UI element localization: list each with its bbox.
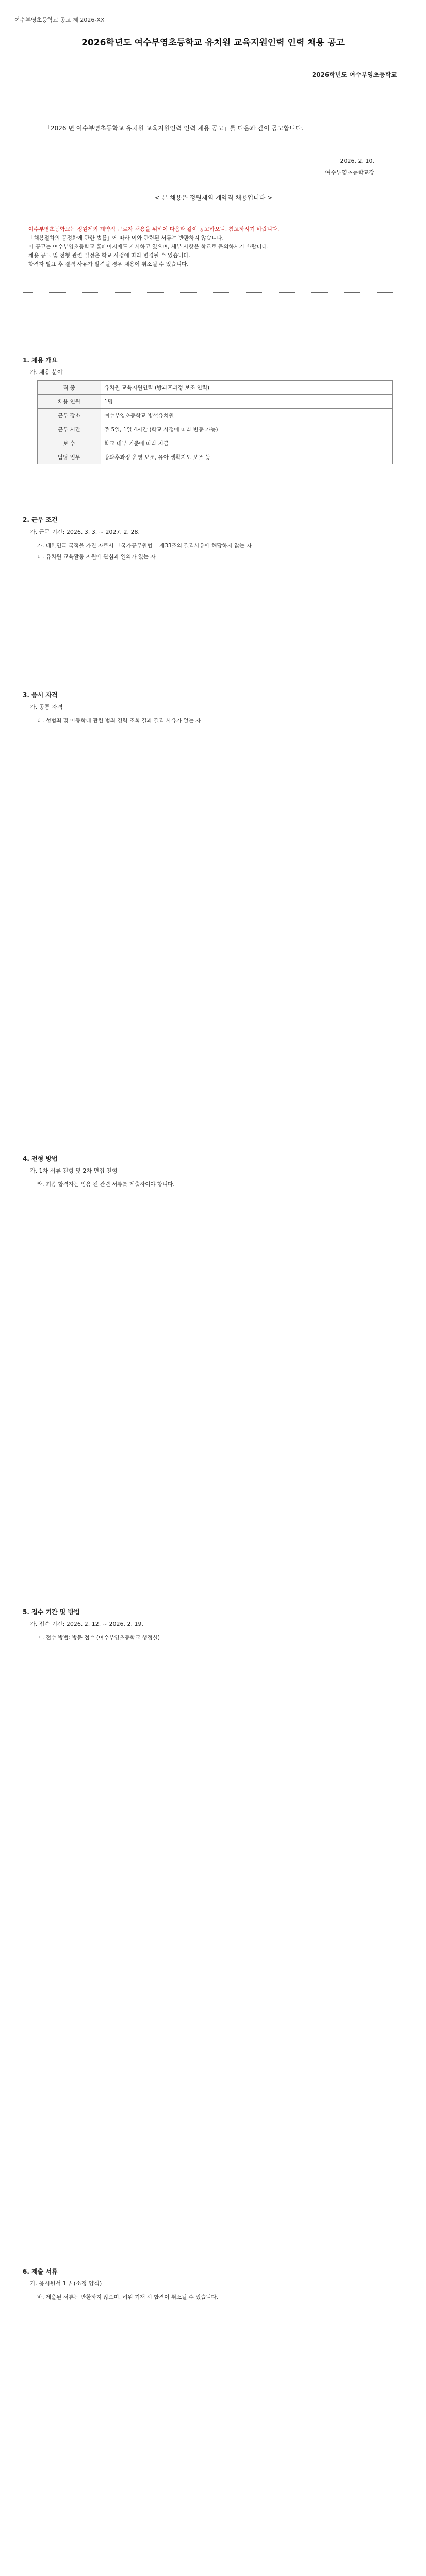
notice-line: 여수부영초등학교는 정원제외 계약직 근로자 채용을 위하여 다음과 같이 공고하오니, 참고하시기 바랍니다. (28, 226, 280, 232)
body-paragraph: 가. 대한민국 국적을 가진 자로서 「국가공무원법」 제33조의 결격사유에 해당하지 않는 자 (37, 543, 252, 549)
notice-line: 「채용절차의 공정화에 관한 법률」에 따라 이와 관련된 서류는 반환하지 않습니다. (28, 235, 224, 241)
section-heading: 5. 접수 기간 및 방법 (23, 1608, 80, 1616)
document-title: 2026학년도 여수부영초등학교 유치원 교육지원인력 인력 채용 공고 (81, 38, 345, 48)
notice-line: 채용 공고 및 전형 관련 일정은 학교 사정에 따라 변경될 수 있습니다. (28, 252, 190, 259)
section-subheading: 가. 1차 서류 전형 및 2차 면접 전형 (30, 1167, 118, 1174)
section-heading: 1. 채용 개요 (23, 357, 58, 364)
recruit-table (37, 380, 393, 464)
document-issuer: 2026학년도 여수부영초등학교 (312, 71, 397, 78)
table-row (38, 450, 393, 464)
table-row (38, 381, 393, 395)
section-subheading: 가. 응시원서 1부 (소정 양식) (30, 2280, 102, 2287)
notice-box (23, 221, 403, 293)
section-heading: 2. 근무 조건 (23, 516, 58, 523)
section-subheading: 가. 공통 자격 (30, 704, 63, 710)
table-key: 근무 장소 (38, 409, 101, 422)
table-row (38, 422, 393, 436)
notice-line: 합격자 발표 후 결격 사유가 발견될 경우 채용이 취소될 수 있습니다. (28, 261, 189, 267)
notice-line: 이 공고는 여수부영초등학교 홈페이지에도 게시하고 있으며, 세부 사항은 학교로 문의하시기 바랍니다. (28, 244, 269, 250)
table-key: 직 종 (38, 381, 101, 395)
body-paragraph: 나. 유치원 교육활동 지원에 관심과 열의가 있는 자 (37, 554, 156, 560)
table-value: 방과후과정 운영 보조, 유아 생활지도 보조 등 (101, 450, 393, 464)
table-row (38, 436, 393, 450)
intro-text: 「2026 년 여수부영초등학교 유치원 교육지원인력 인력 채용 공고」를 다음과 같이 공고합니다. (44, 125, 304, 132)
table-value: 1명 (101, 395, 393, 409)
intro-date: 2026. 2. 10. (340, 158, 374, 164)
section-subheading: 가. 근무 기간: 2026. 3. 3. ~ 2027. 2. 28. (30, 529, 140, 535)
table-value: 주 5일, 1일 4시간 (학교 사정에 따라 변동 가능) (101, 422, 393, 436)
section-heading: 3. 응시 자격 (23, 691, 58, 699)
body-paragraph: 마. 접수 방법: 방문 접수 (여수부영초등학교 행정실) (37, 1635, 160, 1641)
table-value: 유치원 교육지원인력 (방과후과정 보조 인력) (101, 381, 393, 395)
notice-banner: < 본 채용은 정원제외 계약직 채용입니다 > (62, 191, 365, 205)
table-key: 채용 인원 (38, 395, 101, 409)
section-subheading: 가. 접수 기간: 2026. 2. 12. ~ 2026. 2. 19. (30, 1621, 143, 1628)
body-paragraph: 다. 성범죄 및 아동학대 관련 범죄 경력 조회 결과 결격 사유가 없는 자 (37, 718, 201, 724)
table-value: 여수부영초등학교 병설유치원 (101, 409, 393, 422)
table-value: 학교 내부 기준에 따라 지급 (101, 436, 393, 450)
table-row (38, 395, 393, 409)
section-heading: 4. 전형 방법 (23, 1155, 58, 1162)
section-subheading: 가. 채용 분야 (30, 369, 63, 376)
section-heading: 6. 제출 서류 (23, 2268, 58, 2275)
reference-number: 여수부영초등학교 공고 제 2026-XX (14, 16, 105, 23)
body-paragraph: 바. 제출된 서류는 반환하지 않으며, 허위 기재 시 합격이 취소될 수 있습니다. (37, 2294, 219, 2300)
table-row (38, 409, 393, 422)
body-paragraph: 라. 최종 합격자는 임용 전 관련 서류를 제출하여야 합니다. (37, 1181, 175, 1188)
intro-org: 여수부영초등학교장 (325, 169, 374, 176)
table-key: 담당 업무 (38, 450, 101, 464)
table-key: 근무 시간 (38, 422, 101, 436)
table-key: 보 수 (38, 436, 101, 450)
